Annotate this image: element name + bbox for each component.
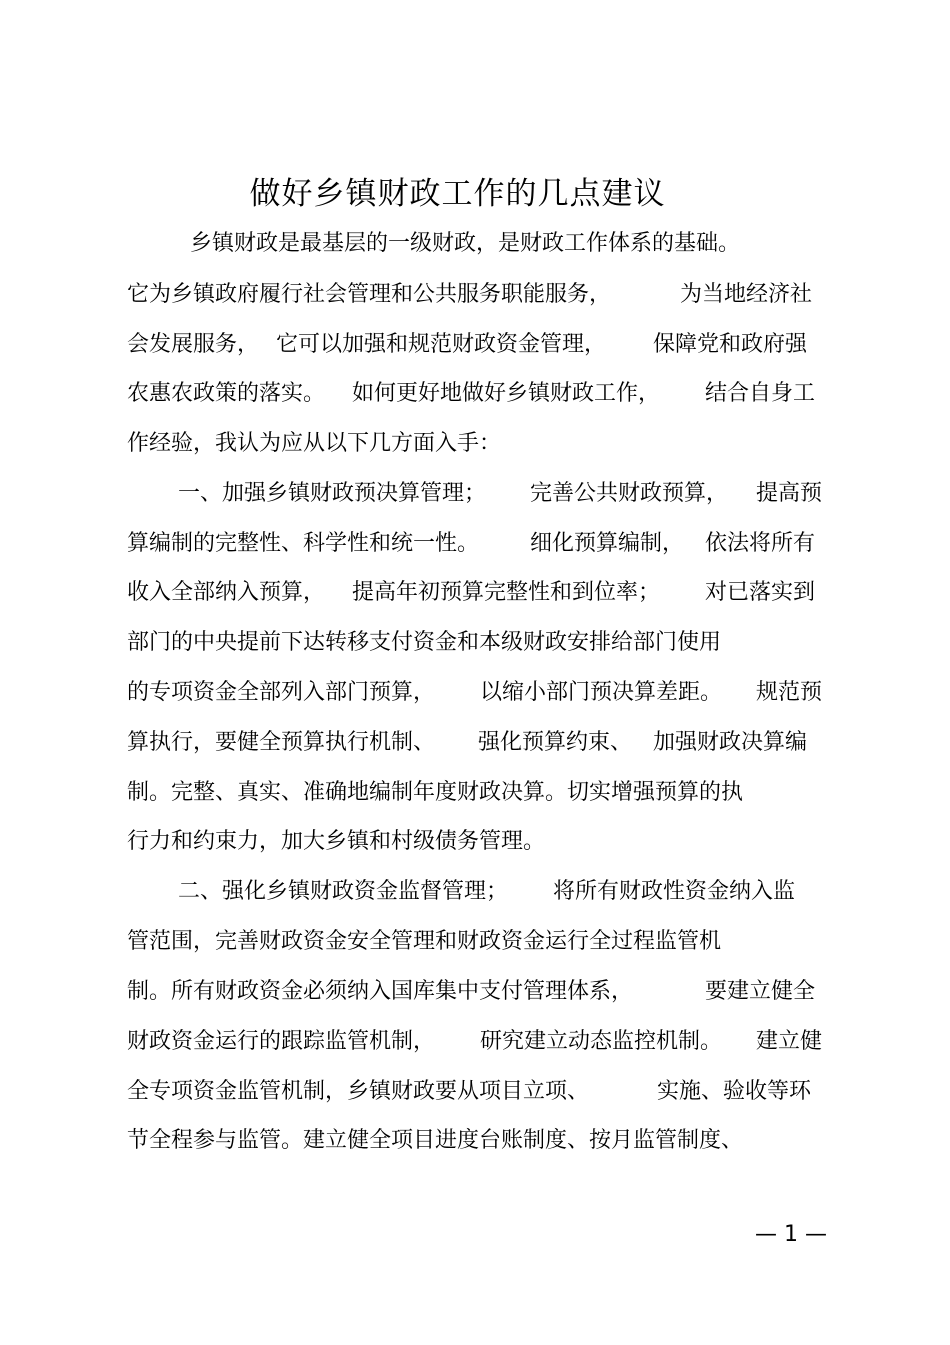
text-segment: 它为乡镇政府履行社会管理和公共服务职能服务， xyxy=(127,282,612,307)
text-segment: 完善公共财政预算， xyxy=(530,481,729,506)
text-segment: 乡镇财政是最基层的一级财政，是财政工作体系的基础。 xyxy=(190,231,741,256)
text-segment: 它可以加强和规范财政资金管理， xyxy=(276,332,607,357)
text-segment: 二、强化乡镇财政资金监督管理； xyxy=(178,879,509,904)
text-segment: 依法将所有 xyxy=(705,531,816,556)
text-segment: 管范围，完善财政资金安全管理和财政资金运行全过程监管机 xyxy=(127,929,722,954)
text-segment: 作经验，我认为应从以下几方面入手： xyxy=(127,431,502,456)
text-segment: 保障党和政府强 xyxy=(653,332,808,357)
text-segment: 如何更好地做好乡镇财政工作， xyxy=(352,381,661,406)
text-segment: 提高年初预算完整性和到位率； xyxy=(352,580,661,605)
text-segment: 将所有财政性资金纳入监 xyxy=(553,879,796,904)
text-segment: 实施、验收等环 xyxy=(657,1079,812,1104)
page-number: — 1 — xyxy=(755,1222,827,1247)
text-segment: 部门的中央提前下达转移支付资金和本级财政安排给部门使用 xyxy=(127,630,722,655)
text-segment: 制。完整、真实、准确地编制年度财政决算。切实增强预算的执 xyxy=(127,780,744,805)
text-segment: 算编制的完整性、科学性和统一性。 xyxy=(127,531,480,556)
document-title: 做好乡镇财政工作的几点建议 xyxy=(249,176,666,212)
text-segment: 以缩小部门预决算差距。 xyxy=(480,680,723,705)
text-segment: 的专项资金全部列入部门预算， xyxy=(127,680,436,705)
text-segment: 规范预 xyxy=(756,680,823,705)
text-segment: 加强财政决算编 xyxy=(653,730,808,755)
text-segment: 一、加强乡镇财政预决算管理； xyxy=(178,481,487,506)
text-segment: 制。所有财政资金必须纳入国库集中支付管理体系， xyxy=(127,979,634,1004)
text-segment: 细化预算编制， xyxy=(530,531,685,556)
text-segment: 行力和约束力，加大乡镇和村级债务管理。 xyxy=(127,829,546,854)
text-segment: 结合自身工 xyxy=(705,381,816,406)
text-segment: 对已落实到 xyxy=(705,580,816,605)
text-segment: 研究建立动态监控机制。 xyxy=(480,1029,723,1054)
text-segment: 要建立健全 xyxy=(705,979,816,1004)
text-segment: 提高预 xyxy=(756,481,823,506)
text-segment: 收入全部纳入预算， xyxy=(127,580,326,605)
text-segment: 农惠农政策的落实。 xyxy=(127,381,326,406)
text-segment: 建立健 xyxy=(756,1029,823,1054)
text-segment: 算执行，要健全预算执行机制、 xyxy=(127,730,436,755)
text-segment: 财政资金运行的跟踪监管机制， xyxy=(127,1029,436,1054)
text-segment: 全专项资金监管机制，乡镇财政要从项目立项、 xyxy=(127,1079,590,1104)
text-segment: 强化预算约束、 xyxy=(478,730,633,755)
text-segment: 节全程参与监管。建立健全项目进度台账制度、按月监管制度、 xyxy=(127,1128,744,1153)
text-segment: 为当地经济社 xyxy=(680,282,813,307)
text-segment: 会发展服务， xyxy=(127,332,260,357)
